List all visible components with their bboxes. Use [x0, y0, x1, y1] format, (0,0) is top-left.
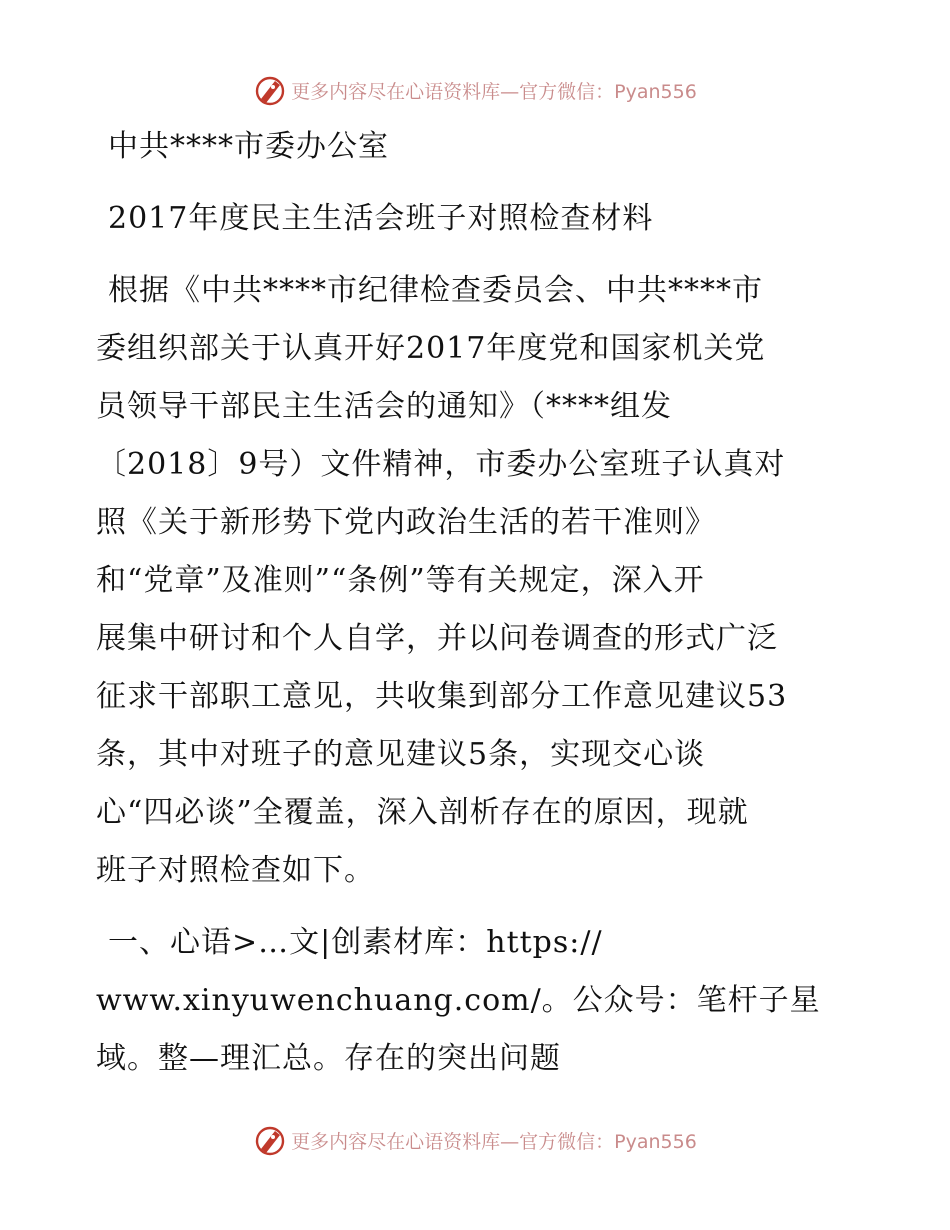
paragraph-line: 征求干部职工意见，共收集到部分工作意见建议53	[96, 679, 788, 714]
paragraph-line: 照《关于新形势下党内政治生活的若干准则》	[96, 505, 716, 540]
banner-text-cn: 更多内容尽在心语资料库—官方微信：	[291, 80, 615, 103]
section-heading	[96, 914, 866, 1088]
section-line: 域。整—理汇总。存在的突出问题	[96, 1041, 561, 1076]
spacer	[96, 900, 866, 914]
paragraph-line: 委组织部关于认真开好2017年度党和国家机关党	[96, 331, 766, 366]
footer-banner	[0, 1120, 950, 1160]
paragraph-line: 条，其中对班子的意见建议5条，实现交心谈	[96, 737, 706, 772]
section-line-link: www.xinyuwenchuang.com/。公众号：笔杆子星	[96, 983, 821, 1018]
paragraph-line: 〔2018〕9号）文件精神，市委办公室班子认真对	[96, 447, 786, 482]
banner-text	[291, 1127, 697, 1154]
paragraph-line: 根据《中共****市纪律检查委员会、中共****市	[108, 273, 763, 308]
pen-nib-logo-icon	[253, 1123, 287, 1157]
document-org: 中共****市委办公室	[108, 129, 389, 164]
pen-nib-logo-icon	[253, 73, 287, 107]
paragraph-line: 和“党章”及准则”“条例”等有关规定，深入开	[96, 563, 705, 598]
section-line: 一、心语>…文|创素材库：https://	[108, 925, 603, 960]
banner-wechat-id: Pyan556	[614, 80, 697, 103]
banner-wechat-id: Pyan556	[614, 1130, 697, 1153]
banner-text	[291, 77, 697, 104]
paragraph-line: 班子对照检查如下。	[96, 853, 375, 888]
banner-text-cn: 更多内容尽在心语资料库—官方微信：	[291, 1130, 615, 1153]
paragraph-line: 心“四必谈”全覆盖，深入剖析存在的原因，现就	[96, 795, 749, 830]
paragraph-line: 员领导干部民主生活会的通知》（****组发	[96, 389, 672, 424]
body-paragraph	[96, 262, 866, 900]
header-banner	[0, 70, 950, 110]
document-title: 2017年度民主生活会班子对照检查材料	[108, 201, 654, 236]
spacer	[96, 248, 866, 262]
spacer	[96, 176, 866, 190]
document-body	[96, 118, 866, 1088]
paragraph-line: 展集中研讨和个人自学，并以问卷调查的形式广泛	[96, 621, 778, 656]
